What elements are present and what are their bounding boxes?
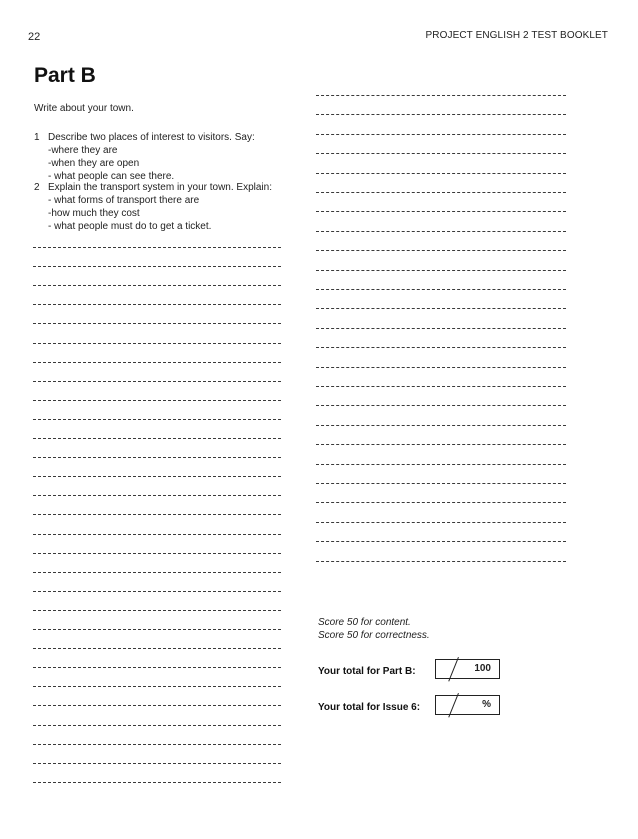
total-issue-score-box[interactable]	[435, 695, 500, 715]
slash-divider	[448, 693, 459, 717]
writing-line	[33, 323, 281, 324]
task-text: Describe two places of interest to visitors. Say:	[48, 132, 255, 143]
writing-line	[316, 289, 566, 290]
writing-line	[316, 483, 566, 484]
writing-line	[33, 247, 281, 248]
writing-line	[316, 464, 566, 465]
writing-line	[33, 457, 281, 458]
writing-line	[316, 134, 566, 135]
writing-line	[33, 534, 281, 535]
score-content-note: Score 50 for content.	[318, 617, 411, 628]
writing-line	[33, 400, 281, 401]
writing-line	[316, 173, 566, 174]
task-subitem: -when they are open	[48, 158, 140, 169]
writing-line	[316, 367, 566, 368]
writing-line	[33, 610, 281, 611]
writing-line	[316, 192, 566, 193]
task-subitem: -where they are	[48, 145, 118, 156]
writing-line	[316, 386, 566, 387]
writing-line	[316, 211, 566, 212]
writing-line	[33, 343, 281, 344]
task-subitem: - what people must do to get a ticket.	[48, 221, 212, 232]
writing-line	[316, 405, 566, 406]
total-issue-label: Your total for Issue 6:	[318, 702, 421, 713]
writing-line	[33, 782, 281, 783]
writing-line	[33, 572, 281, 573]
writing-line	[316, 153, 566, 154]
writing-line	[33, 362, 281, 363]
writing-line	[33, 705, 281, 706]
writing-line	[316, 250, 566, 251]
writing-line	[316, 561, 566, 562]
task-number: 2	[34, 182, 40, 193]
writing-line	[33, 629, 281, 630]
task-subitem: - what forms of transport there are	[48, 195, 200, 206]
writing-line	[33, 591, 281, 592]
writing-line	[33, 514, 281, 515]
writing-line	[316, 231, 566, 232]
page-number: 22	[28, 31, 41, 43]
writing-line	[316, 502, 566, 503]
writing-line	[316, 95, 566, 96]
writing-line	[33, 438, 281, 439]
writing-line	[33, 476, 281, 477]
part-title: Part B	[34, 64, 96, 87]
writing-line	[33, 495, 281, 496]
writing-line	[316, 347, 566, 348]
writing-line	[316, 425, 566, 426]
score-correctness-note: Score 50 for correctness.	[318, 630, 430, 641]
writing-line	[33, 553, 281, 554]
writing-line	[316, 522, 566, 523]
writing-line	[33, 304, 281, 305]
total-part-value: 100	[474, 663, 491, 674]
writing-line	[33, 381, 281, 382]
writing-line	[33, 725, 281, 726]
writing-line	[33, 686, 281, 687]
writing-line	[33, 266, 281, 267]
writing-line	[316, 328, 566, 329]
writing-line	[316, 308, 566, 309]
task-subitem: - what people can see there.	[48, 171, 175, 182]
writing-line	[316, 114, 566, 115]
writing-line	[316, 270, 566, 271]
task-number: 1	[34, 132, 40, 143]
writing-line	[33, 667, 281, 668]
writing-line	[33, 419, 281, 420]
total-issue-value: %	[482, 699, 491, 710]
task-1	[34, 131, 255, 183]
task-text: Explain the transport system in your town. Explain:	[48, 182, 272, 193]
booklet-title: PROJECT ENGLISH 2 TEST BOOKLET	[425, 30, 608, 41]
writing-line	[33, 285, 281, 286]
total-part-label: Your total for Part B:	[318, 666, 416, 677]
task-subitem: -how much they cost	[48, 208, 140, 219]
total-part-score-box[interactable]	[435, 659, 500, 679]
writing-line	[33, 763, 281, 764]
task-2	[34, 181, 272, 233]
writing-line	[33, 744, 281, 745]
writing-line	[33, 648, 281, 649]
writing-line	[316, 541, 566, 542]
writing-line	[316, 444, 566, 445]
slash-divider	[448, 657, 459, 681]
part-instruction: Write about your town.	[34, 103, 134, 114]
